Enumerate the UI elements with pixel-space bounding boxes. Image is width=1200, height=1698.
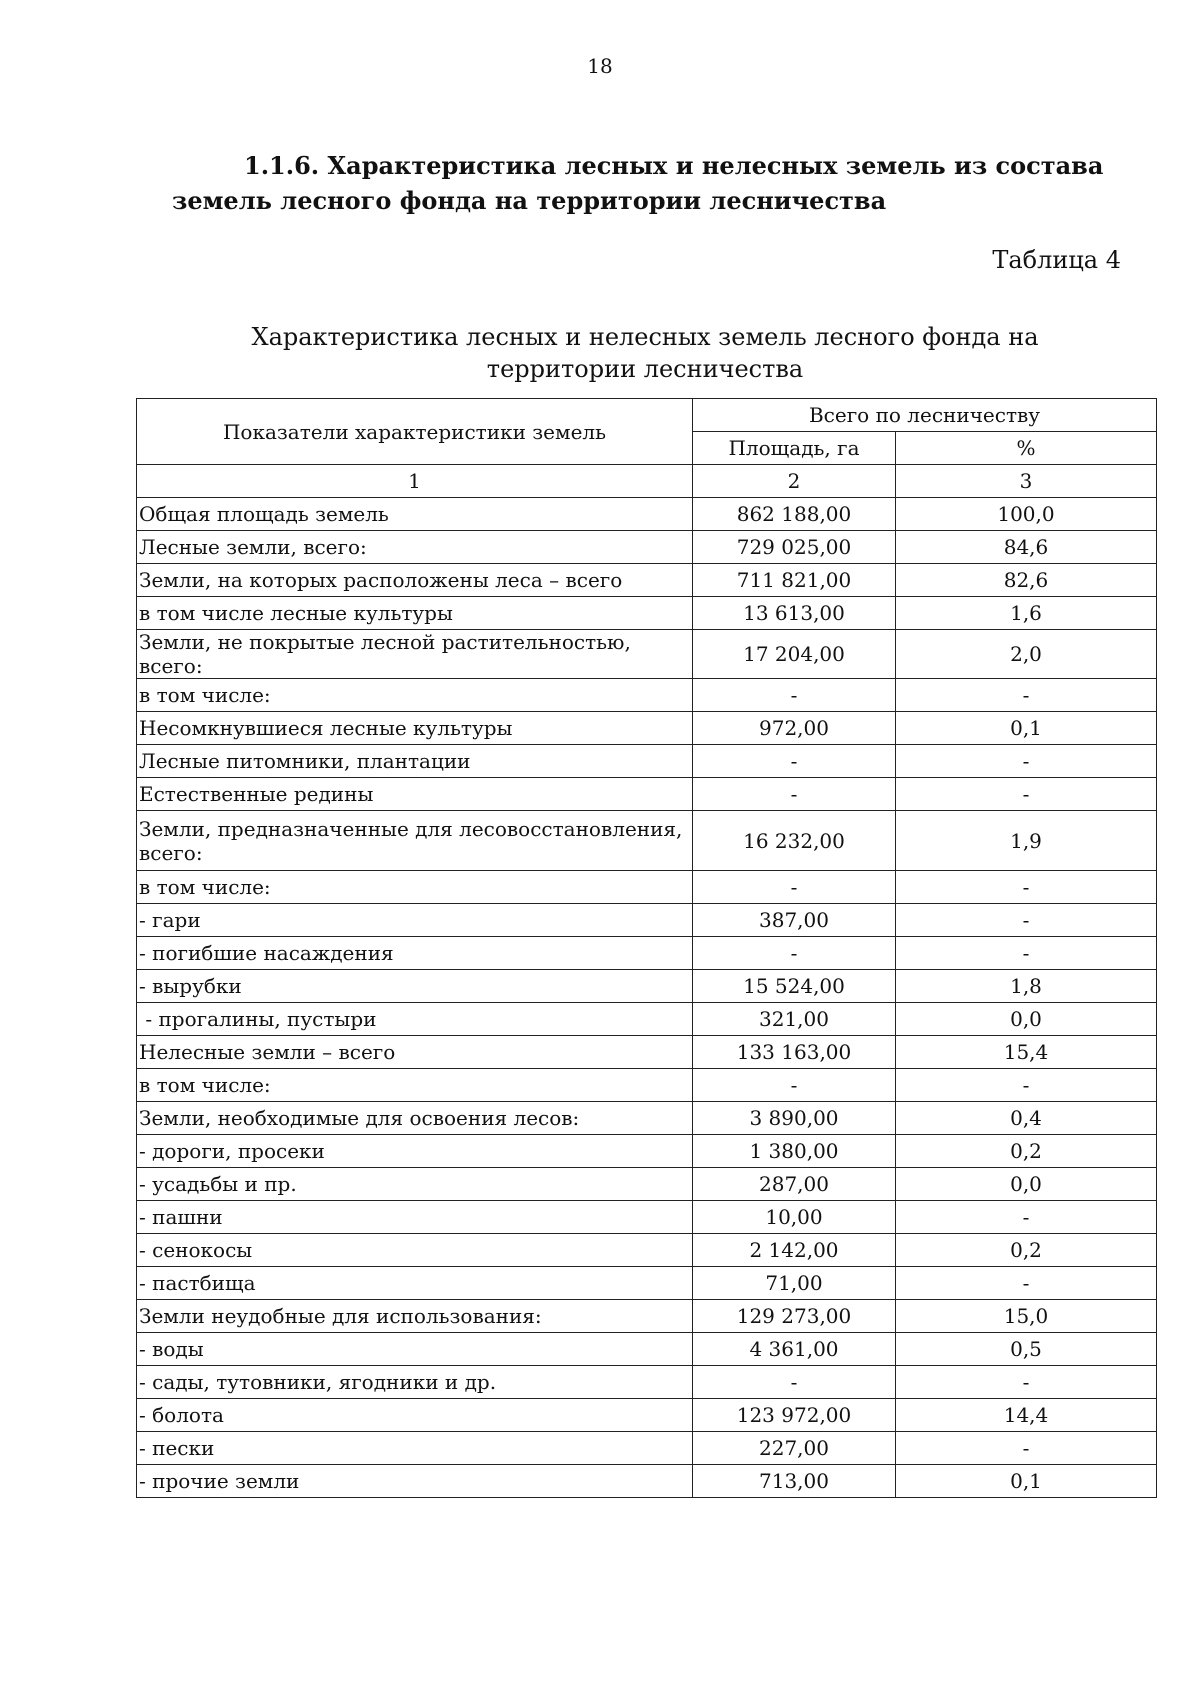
row-label: Несомкнувшиеся лесные культуры xyxy=(137,712,693,745)
row-label: Земли, предназначенные для лесовосстановления, всего: xyxy=(137,811,693,871)
row-area: - xyxy=(693,1069,896,1102)
row-area: 16 232,00 xyxy=(693,811,896,871)
row-area: 711 821,00 xyxy=(693,564,896,597)
row-label: Нелесные земли – всего xyxy=(137,1036,693,1069)
header-group: Всего по лесничеству xyxy=(693,399,1157,432)
header-percent: % xyxy=(896,432,1157,465)
table-row xyxy=(137,531,1157,564)
table-row xyxy=(137,498,1157,531)
row-percent: - xyxy=(896,1432,1157,1465)
table-row xyxy=(137,1267,1157,1300)
row-area: - xyxy=(693,745,896,778)
row-area: 1 380,00 xyxy=(693,1135,896,1168)
table-header-row xyxy=(137,399,1157,432)
table-row xyxy=(137,564,1157,597)
table-caption: Характеристика лесных и нелесных земель лесного фонда на территории лесничества xyxy=(251,323,1039,383)
row-percent: 1,9 xyxy=(896,811,1157,871)
row-label: - пески xyxy=(137,1432,693,1465)
column-numbers-row xyxy=(137,465,1157,498)
row-label: - вырубки xyxy=(137,970,693,1003)
table-row xyxy=(137,745,1157,778)
row-label: - прогалины, пустыри xyxy=(137,1003,693,1036)
row-label: Лесные земли, всего: xyxy=(137,531,693,564)
row-area: - xyxy=(693,1366,896,1399)
table-row xyxy=(137,712,1157,745)
row-percent: 0,0 xyxy=(896,1003,1157,1036)
row-percent: 2,0 xyxy=(896,630,1157,679)
row-label: Земли, на которых расположены леса – всего xyxy=(137,564,693,597)
row-percent: - xyxy=(896,1267,1157,1300)
table-row xyxy=(137,1234,1157,1267)
row-area: 123 972,00 xyxy=(693,1399,896,1432)
row-area: 15 524,00 xyxy=(693,970,896,1003)
row-label: - прочие земли xyxy=(137,1465,693,1498)
table-row xyxy=(137,1069,1157,1102)
row-label: - пашни xyxy=(137,1201,693,1234)
row-area: 387,00 xyxy=(693,904,896,937)
row-area: 2 142,00 xyxy=(693,1234,896,1267)
row-area: - xyxy=(693,937,896,970)
row-area: 17 204,00 xyxy=(693,630,896,679)
row-percent: 84,6 xyxy=(896,531,1157,564)
row-percent: 100,0 xyxy=(896,498,1157,531)
row-percent: - xyxy=(896,871,1157,904)
table-row xyxy=(137,904,1157,937)
row-label: Общая площадь земель xyxy=(137,498,693,531)
table-row xyxy=(137,597,1157,630)
row-area: 13 613,00 xyxy=(693,597,896,630)
row-area: 713,00 xyxy=(693,1465,896,1498)
row-label: в том числе: xyxy=(137,1069,693,1102)
row-label: - сенокосы xyxy=(137,1234,693,1267)
row-label: - усадьбы и пр. xyxy=(137,1168,693,1201)
row-area: 287,00 xyxy=(693,1168,896,1201)
row-area: 10,00 xyxy=(693,1201,896,1234)
table-row xyxy=(137,1432,1157,1465)
table-row xyxy=(137,871,1157,904)
row-percent: 14,4 xyxy=(896,1399,1157,1432)
row-percent: 0,2 xyxy=(896,1234,1157,1267)
header-area: Площадь, га xyxy=(693,432,896,465)
row-label: - пастбища xyxy=(137,1267,693,1300)
table-row xyxy=(137,1036,1157,1069)
table-row xyxy=(137,1102,1157,1135)
row-label: - болота xyxy=(137,1399,693,1432)
row-area: - xyxy=(693,871,896,904)
row-area: - xyxy=(693,679,896,712)
row-percent: 0,5 xyxy=(896,1333,1157,1366)
table-row xyxy=(137,1135,1157,1168)
row-area: 729 025,00 xyxy=(693,531,896,564)
row-area: 321,00 xyxy=(693,1003,896,1036)
row-percent: - xyxy=(896,1201,1157,1234)
row-label: в том числе: xyxy=(137,871,693,904)
row-percent: - xyxy=(896,745,1157,778)
row-percent: - xyxy=(896,1366,1157,1399)
row-area: 972,00 xyxy=(693,712,896,745)
row-label: Земли неудобные для использования: xyxy=(137,1300,693,1333)
section-heading: 1.1.6. Характеристика лесных и нелесных земель из состава земель лесного фонда на территории лесничества xyxy=(172,151,1104,215)
table-row xyxy=(137,1168,1157,1201)
row-percent: 82,6 xyxy=(896,564,1157,597)
row-label: - воды xyxy=(137,1333,693,1366)
row-percent: 1,8 xyxy=(896,970,1157,1003)
row-percent: 0,1 xyxy=(896,712,1157,745)
row-area: 862 188,00 xyxy=(693,498,896,531)
row-percent: 0,4 xyxy=(896,1102,1157,1135)
row-percent: 15,4 xyxy=(896,1036,1157,1069)
row-label: - дороги, просеки xyxy=(137,1135,693,1168)
table-row xyxy=(137,1366,1157,1399)
column-number: 3 xyxy=(896,465,1157,498)
table-row xyxy=(137,937,1157,970)
row-label: - сады, тутовники, ягодники и др. xyxy=(137,1366,693,1399)
row-label: Земли, не покрытые лесной растительностью, всего: xyxy=(137,630,693,679)
row-area: 129 273,00 xyxy=(693,1300,896,1333)
row-percent: 0,0 xyxy=(896,1168,1157,1201)
table-row xyxy=(137,1399,1157,1432)
table-row xyxy=(137,1003,1157,1036)
page-number: 18 xyxy=(587,54,613,78)
table-row xyxy=(137,1333,1157,1366)
row-area: 133 163,00 xyxy=(693,1036,896,1069)
table-row xyxy=(137,1300,1157,1333)
row-area: 71,00 xyxy=(693,1267,896,1300)
row-area: - xyxy=(693,778,896,811)
row-percent: - xyxy=(896,1069,1157,1102)
row-label: - гари xyxy=(137,904,693,937)
row-percent: - xyxy=(896,679,1157,712)
table-row xyxy=(137,811,1157,871)
row-label: в том числе лесные культуры xyxy=(137,597,693,630)
table-row xyxy=(137,679,1157,712)
row-percent: 0,1 xyxy=(896,1465,1157,1498)
row-percent: - xyxy=(896,904,1157,937)
row-label: в том числе: xyxy=(137,679,693,712)
row-label: Лесные питомники, плантации xyxy=(137,745,693,778)
row-percent: - xyxy=(896,937,1157,970)
table-row xyxy=(137,778,1157,811)
row-area: 227,00 xyxy=(693,1432,896,1465)
row-label: Естественные редины xyxy=(137,778,693,811)
land-characteristics-table xyxy=(136,398,1157,1498)
header-indicator: Показатели характеристики земель xyxy=(137,399,693,465)
row-percent: 15,0 xyxy=(896,1300,1157,1333)
table-label: Таблица 4 xyxy=(992,246,1121,274)
row-percent: 0,2 xyxy=(896,1135,1157,1168)
table-row xyxy=(137,630,1157,679)
column-number: 1 xyxy=(137,465,693,498)
row-percent: 1,6 xyxy=(896,597,1157,630)
row-area: 4 361,00 xyxy=(693,1333,896,1366)
table-row xyxy=(137,1201,1157,1234)
row-label: Земли, необходимые для освоения лесов: xyxy=(137,1102,693,1135)
row-label: - погибшие насаждения xyxy=(137,937,693,970)
column-number: 2 xyxy=(693,465,896,498)
row-percent: - xyxy=(896,778,1157,811)
table-row xyxy=(137,1465,1157,1498)
table-row xyxy=(137,970,1157,1003)
row-area: 3 890,00 xyxy=(693,1102,896,1135)
